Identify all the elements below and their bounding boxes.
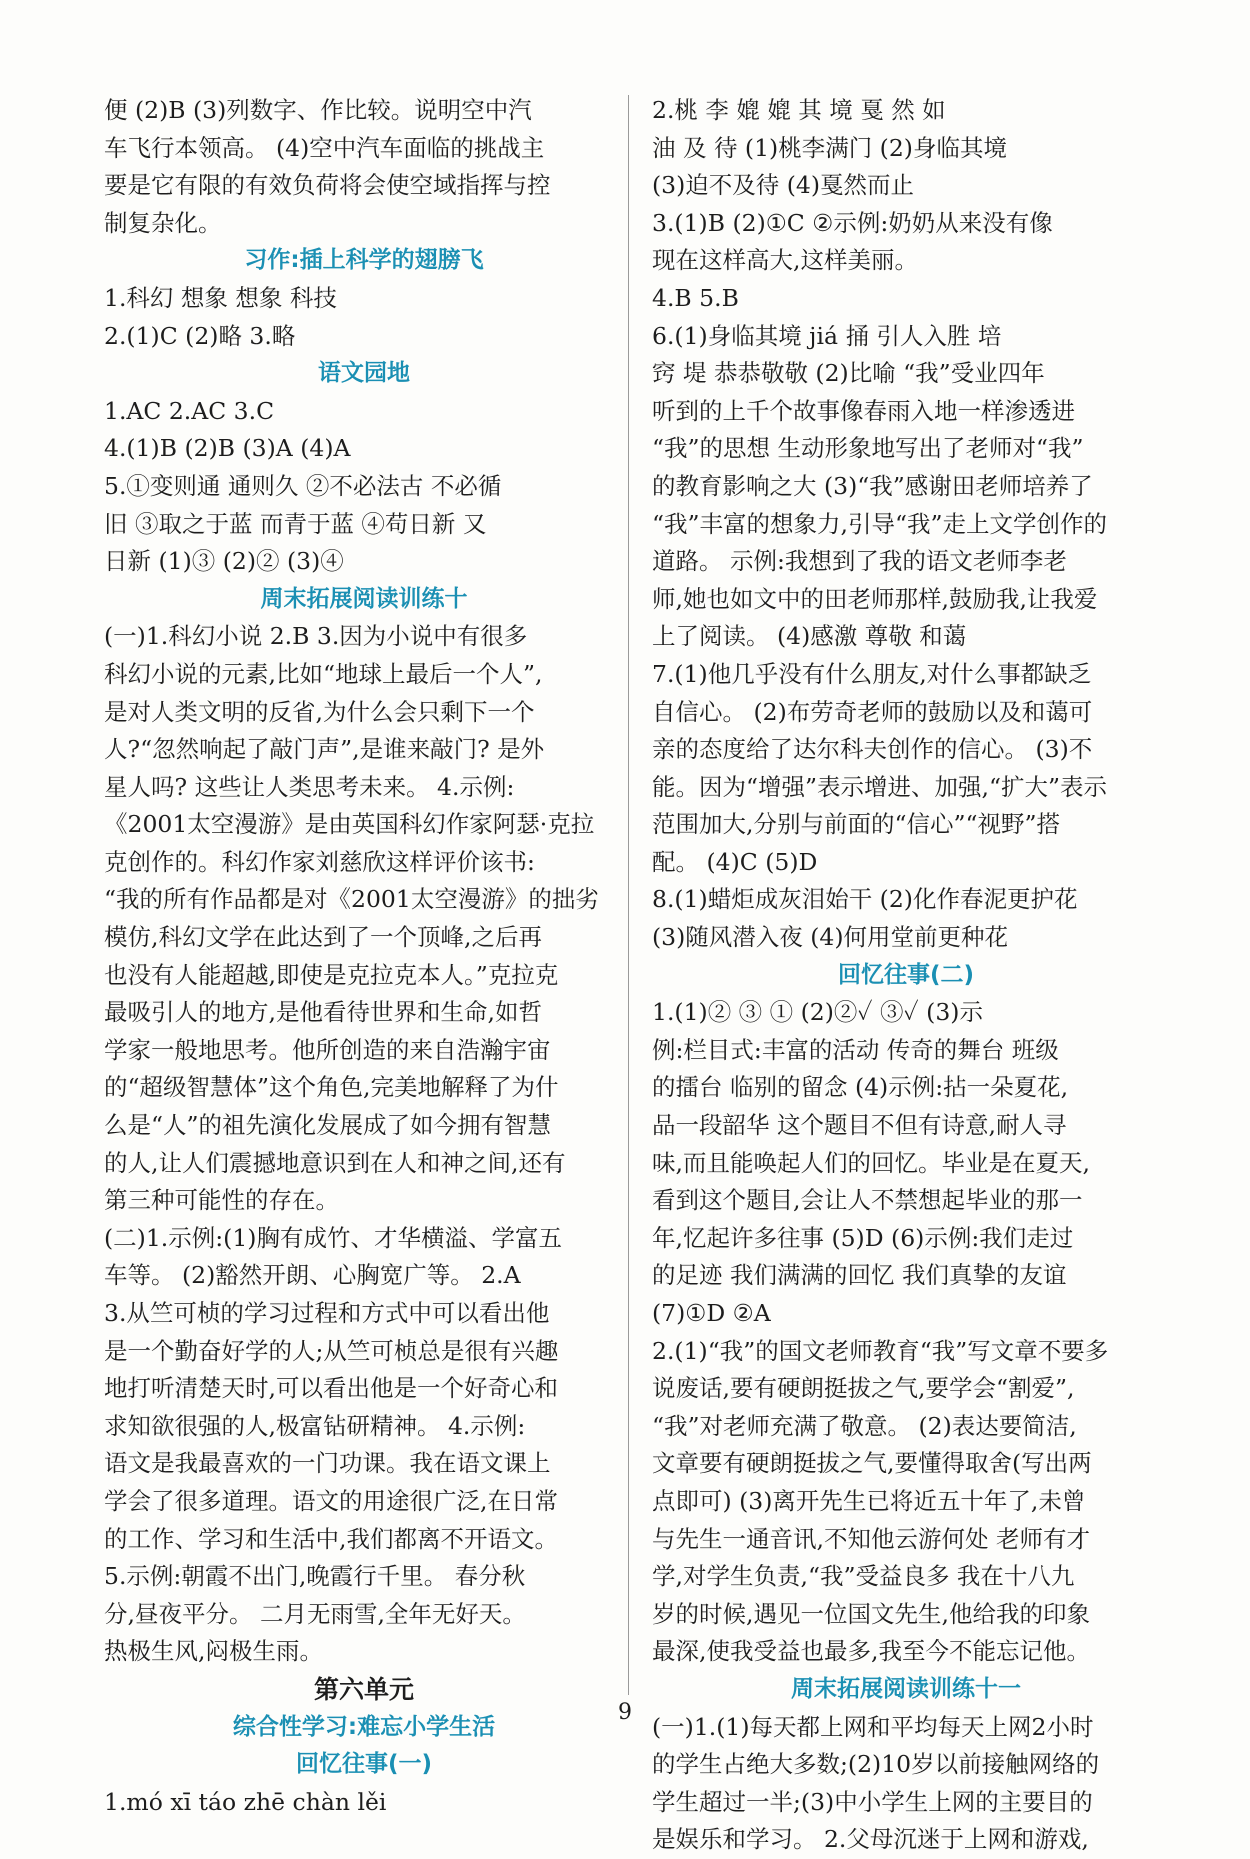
answer-line: 7.(1)他几乎没有什么朋友,对什么事都缺乏	[652, 659, 1092, 688]
answer-line: 道路。 示例:我想到了我的语文老师李老	[652, 547, 1067, 576]
section-heading: 语文园地	[318, 360, 410, 387]
answer-line: (3)迫不及待 (4)戛然而止	[652, 171, 915, 200]
unit-title: 第六单元	[313, 1674, 414, 1704]
page-number: 9	[618, 1700, 632, 1725]
answer-line: 的足迹 我们满满的回忆 我们真挚的友谊	[652, 1261, 1067, 1290]
answer-line: (二)1.示例:(1)胸有成竹、才华横溢、学富五	[104, 1223, 562, 1252]
answer-line: 点即可) (3)离开先生已将近五十年了,未曾	[652, 1486, 1086, 1515]
left-column	[104, 92, 624, 1821]
answer-line: 的人,让人们震撼地意识到在人和神之间,还有	[104, 1148, 566, 1177]
answer-line: 学会了很多道理。语文的用途很广泛,在日常	[104, 1486, 558, 1515]
answer-line: 模仿,科幻文学在此达到了一个顶峰,之后再	[104, 923, 542, 952]
answer-line: 最深,使我受益也最多,我至今不能忘记他。	[652, 1637, 1090, 1666]
answer-line: 4.(1)B (2)B (3)A (4)A	[104, 434, 351, 463]
answer-line: “我”丰富的想象力,引导“我”走上文学创作的	[652, 509, 1108, 538]
answer-line: 学,对学生负责,“我”受益良多 我在十八九	[652, 1562, 1075, 1591]
answer-line: 5.示例:朝霞不出门,晚霞行千里。 春分秋	[104, 1562, 526, 1591]
answer-line: 自信心。 (2)布劳奇老师的鼓励以及和蔼可	[652, 697, 1093, 726]
answer-line: (7)①D ②A	[652, 1299, 771, 1327]
answer-line: 3.(1)B (2)①C ②示例:奶奶从来没有像	[652, 208, 1053, 237]
answer-line: 克创作的。科幻作家刘慈欣这样评价该书:	[104, 847, 535, 876]
answer-line: 车飞行本领高。 (4)空中汽车面临的挑战主	[104, 133, 545, 162]
answer-line: (3)随风潜入夜 (4)何用堂前更种花	[652, 923, 1009, 952]
answer-line: 品一段韶华 这个题目不但有诗意,耐人寻	[652, 1111, 1067, 1140]
answer-line: 制复杂化。	[104, 208, 222, 237]
answer-line: 是娱乐和学习。 2.父母沉迷于上网和游戏,	[652, 1825, 1089, 1854]
section-heading: 回忆往事(二)	[837, 961, 975, 988]
answer-line: 2.(1)C (2)略 3.略	[104, 321, 296, 350]
answer-line: “我”的思想 生动形象地写出了老师对“我”	[652, 434, 1084, 463]
answer-line: 2.(1)“我”的国文老师教育“我”写文章不要多	[652, 1336, 1109, 1365]
answer-line: 能。因为“增强”表示增进、加强,“扩大”表示	[652, 772, 1108, 801]
answer-line: 1.科幻 想象 想象 科技	[104, 283, 337, 312]
answer-line: 地打听清楚天时,可以看出他是一个好奇心和	[104, 1374, 558, 1403]
answer-line: 油 及 待 (1)桃李满门 (2)身临其境	[652, 133, 1007, 162]
answer-line: 师,她也如文中的田老师那样,鼓励我,让我爱	[652, 584, 1098, 613]
right-column	[652, 92, 1160, 1859]
answer-line: 1.AC 2.AC 3.C	[104, 396, 275, 425]
answer-line: 人?“忽然响起了敲门声”,是谁来敲门? 是外	[104, 735, 545, 764]
answer-line: 配。 (4)C (5)D	[652, 847, 818, 876]
answer-line: 学生超过一半;(3)中小学生上网的主要目的	[652, 1787, 1093, 1816]
answer-line: 现在这样高大,这样美丽。	[652, 246, 918, 275]
answer-line: 窍 堤 恭恭敬敬 (2)比喻 “我”受业四年	[652, 359, 1045, 388]
answer-line: 5.①变则通 通则久 ②不必法古 不必循	[104, 471, 502, 500]
column-divider	[628, 95, 629, 1695]
answer-line: 的擂台 临别的留念 (4)示例:拈一朵夏花,	[652, 1073, 1069, 1102]
answer-line: 3.从竺可桢的学习过程和方式中可以看出他	[104, 1299, 550, 1327]
answer-line: “我”对老师充满了敬意。 (2)表达要简洁,	[652, 1411, 1077, 1440]
answer-line: 亲的态度给了达尔科夫创作的信心。 (3)不	[652, 735, 1093, 764]
answer-line: 便 (2)B (3)列数字、作比较。说明空中汽	[104, 96, 532, 124]
answer-line: 要是它有限的有效负荷将会使空域指挥与控	[104, 171, 551, 200]
section-heading: 综合性学习:难忘小学生活	[232, 1713, 496, 1740]
answer-line: 星人吗? 这些让人类思考未来。 4.示例:	[104, 772, 515, 801]
answer-line: 也没有人能超越,即使是克拉克本人。”克拉克	[104, 960, 559, 989]
answer-line: (一)1.(1)每天都上网和平均每天上网2小时	[652, 1712, 1094, 1741]
answer-line: 1.(1)② ③ ① (2)②✓ ③✓ (3)示	[652, 998, 983, 1027]
answer-line: 么是“人”的祖先演化发展成了如今拥有智慧	[104, 1111, 552, 1140]
answer-line: 听到的上千个故事像春雨入地一样渗透进	[652, 396, 1075, 425]
answer-line: 旧 ③取之于蓝 而青于蓝 ④苟日新 又	[104, 509, 487, 538]
answer-line: 分,昼夜平分。 二月无雨雪,全年无好天。	[104, 1599, 526, 1628]
answer-line: 年,忆起许多往事 (5)D (6)示例:我们走过	[652, 1223, 1074, 1252]
answer-line: 说废话,要有硬朗挺拔之气,要学会“割爱”,	[652, 1374, 1075, 1403]
answer-line: 4.B 5.B	[652, 283, 739, 312]
answer-line: 《2001太空漫游》是由英国科幻作家阿瑟·克拉	[104, 810, 595, 839]
answer-line: 文章要有硬朗挺拔之气,要懂得取舍(写出两	[652, 1449, 1092, 1478]
answer-line: 的工作、学习和生活中,我们都离不开语文。	[104, 1524, 558, 1553]
answer-line: 是一个勤奋好学的人;从竺可桢总是很有兴趣	[104, 1336, 559, 1365]
answer-line: 热极生风,闷极生雨。	[104, 1637, 323, 1666]
answer-line: 1.mó xī táo zhē chàn lěi	[104, 1787, 387, 1816]
answer-line: 最吸引人的地方,是他看待世界和生命,如哲	[104, 998, 542, 1027]
answer-line: 2.桃 李 媲 媲 其 境 戛 然 如	[652, 96, 946, 124]
answer-line: 岁的时候,遇见一位国文先生,他给我的印象	[652, 1599, 1090, 1628]
answer-line: 车等。 (2)豁然开朗、心胸宽广等。 2.A	[104, 1261, 521, 1290]
answer-line: 与先生一通音讯,不知他云游何处 老师有才	[652, 1524, 1090, 1553]
answer-line: 例:栏目式:丰富的活动 传奇的舞台 班级	[652, 1035, 1059, 1064]
section-heading: 习作:插上科学的翅膀飞	[244, 247, 484, 274]
answer-line: 的“超级智慧体”这个角色,完美地解释了为什	[104, 1073, 559, 1102]
answer-line: 科幻小说的元素,比如“地球上最后一个人”,	[104, 659, 543, 688]
answer-line: 日新 (1)③ (2)② (3)④	[104, 547, 344, 576]
answer-line: 语文是我最喜欢的一门功课。我在语文课上	[104, 1449, 551, 1478]
answer-line: 范围加大,分别与前面的“信心”“视野”搭	[652, 810, 1061, 839]
answer-line: 是对人类文明的反省,为什么会只剩下一个	[104, 697, 535, 726]
answer-line: 上了阅读。 (4)感激 尊敬 和蔼	[652, 622, 967, 651]
section-heading: 周末拓展阅读训练十一	[791, 1675, 1021, 1702]
answer-line: 看到这个题目,会让人不禁想起毕业的那一	[652, 1186, 1083, 1215]
answer-line: 学家一般地思考。他所创造的来自浩瀚宇宙	[104, 1035, 551, 1064]
answer-line: “我的所有作品都是对《2001太空漫游》的拙劣	[104, 885, 599, 914]
answer-line: 味,而且能唤起人们的回忆。毕业是在夏天,	[652, 1148, 1090, 1177]
answer-line: 6.(1)身临其境 jiá 捅 引人入胜 培	[652, 321, 1002, 350]
answer-line: 求知欲很强的人,极富钻研精神。 4.示例:	[104, 1411, 526, 1440]
answer-line: 的教育影响之大 (3)“我”感谢田老师培养了	[652, 471, 1093, 500]
answer-line: 8.(1)蜡炬成灰泪始干 (2)化作春泥更护花	[652, 885, 1078, 914]
answer-line: (一)1.科幻小说 2.B 3.因为小说中有很多	[104, 622, 528, 651]
answer-line: 第三种可能性的存在。	[104, 1186, 339, 1215]
answer-line: 的学生占绝大多数;(2)10岁以前接触网络的	[652, 1750, 1100, 1779]
section-heading: 周末拓展阅读训练十	[260, 585, 468, 612]
section-heading: 回忆往事(一)	[295, 1751, 433, 1778]
